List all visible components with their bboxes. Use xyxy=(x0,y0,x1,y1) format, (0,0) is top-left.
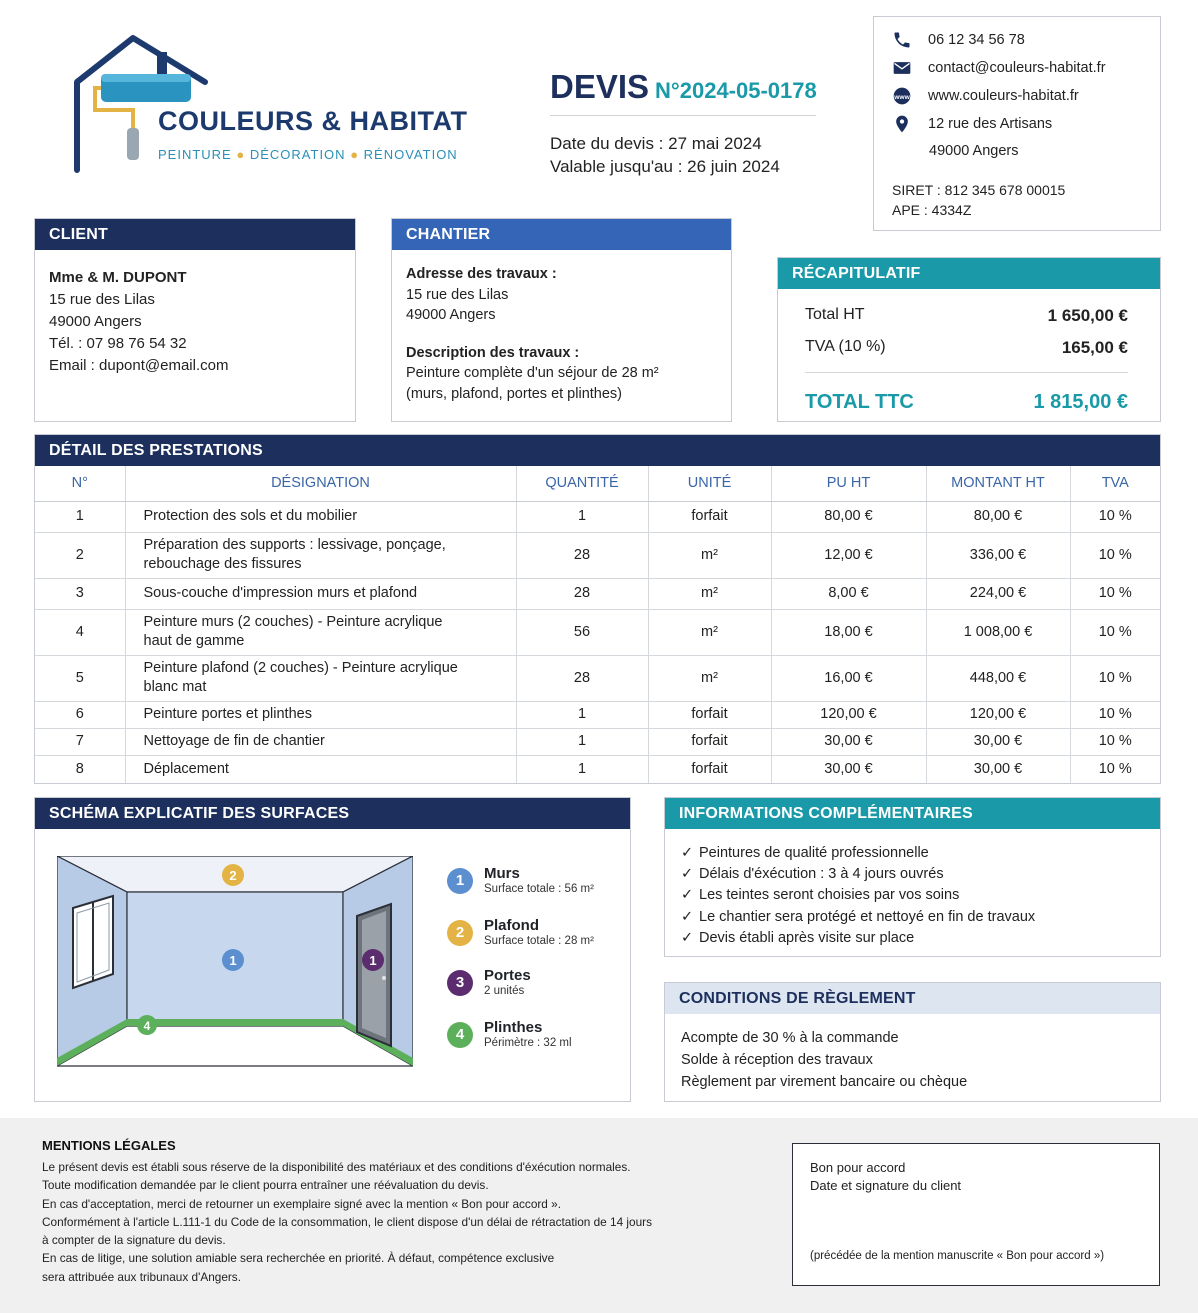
cell-quantity: 28 xyxy=(516,578,648,609)
chantier-panel xyxy=(391,218,732,422)
table-row xyxy=(35,532,1160,578)
quote-title xyxy=(550,68,817,106)
total-ht-label: Total HT xyxy=(805,306,865,323)
condition-line: Solde à réception des travaux xyxy=(681,1052,873,1068)
table-row xyxy=(35,501,1160,532)
cell-unit-price: 30,00 € xyxy=(771,728,926,755)
col-header: UNITÉ xyxy=(648,466,771,501)
cell-amount: 448,00 € xyxy=(926,655,1070,701)
cell-unit-price: 8,00 € xyxy=(771,578,926,609)
chantier-description-line: (murs, plafond, portes et plinthes) xyxy=(406,385,622,402)
cell-unit-price: 16,00 € xyxy=(771,655,926,701)
client-phone: Tél. : 07 98 76 54 32 xyxy=(49,335,187,352)
quote-dates xyxy=(550,132,780,178)
quote-number: N°2024-05-0178 xyxy=(655,78,817,103)
company-contact-box xyxy=(873,16,1161,231)
cell-tva: 10 % xyxy=(1070,655,1160,701)
company-siret: SIRET : 812 345 678 00015 xyxy=(892,182,1066,198)
cell-tva: 10 % xyxy=(1070,578,1160,609)
detail-panel xyxy=(34,434,1161,784)
svg-text:1: 1 xyxy=(369,953,377,968)
col-header: MONTANT HT xyxy=(926,466,1070,501)
cell-amount: 30,00 € xyxy=(926,728,1070,755)
cell-number: 6 xyxy=(35,701,125,728)
legend-badge: 1 xyxy=(447,868,473,894)
brand-name: COULEURS & HABITAT xyxy=(158,106,468,136)
cell-number: 8 xyxy=(35,755,125,783)
cell-quantity: 56 xyxy=(516,609,648,655)
cell-tva: 10 % xyxy=(1070,701,1160,728)
client-heading: CLIENT xyxy=(35,219,355,250)
cell-number: 3 xyxy=(35,578,125,609)
web-icon xyxy=(892,86,912,106)
detail-table xyxy=(35,466,1160,783)
cell-unit: m² xyxy=(648,532,771,578)
legal-text: Le présent devis est établi sous réserve de la disponibilité des matériaux et des conditions d'éxécution normales. Toute modification demandée par le client pourra entraîner une réévaluation du devis. En cas d'acceptation, merci de retourner un exemplaire signé avec la mention « Bon pour accord ». Conformément à l'article L.111-1 du Code de la consommation, le client dispose d'un délai de rétractation de 14 jours à compter de la signature du devis. En cas de litige, une solution amiable sera recherchée en priorité. À défaut, compétence exclusive sera attribuée aux tribunaux d'Angers. xyxy=(42,1160,652,1284)
cell-unit-price: 12,00 € xyxy=(771,532,926,578)
legend-title: Plinthes xyxy=(484,1019,543,1036)
cell-unit-price: 18,00 € xyxy=(771,609,926,655)
cell-tva: 10 % xyxy=(1098,760,1132,777)
company-address-street: 12 rue des Artisans xyxy=(928,116,1053,132)
cell-amount: 120,00 € xyxy=(926,701,1070,728)
client-name: Mme & M. DUPONT xyxy=(49,269,187,286)
recap-heading: RÉCAPITULATIF xyxy=(778,258,1160,289)
col-header: QUANTITÉ xyxy=(516,466,648,501)
list-item: ✓ Le chantier sera protégé et nettoyé en fin de travaux xyxy=(681,907,1144,928)
svg-text:www: www xyxy=(894,93,910,101)
cell-amount: 336,00 € xyxy=(926,532,1070,578)
cell-unit: m² xyxy=(648,578,771,609)
chantier-heading: CHANTIER xyxy=(392,219,731,250)
cell-number: 4 xyxy=(35,609,125,655)
legend-title: Portes xyxy=(484,967,531,984)
cell-number: 5 xyxy=(35,655,125,701)
footer xyxy=(0,1118,1198,1313)
cell-designation: Protection des sols et du mobilier xyxy=(125,501,516,532)
cell-unit: forfait xyxy=(648,501,771,532)
company-email: contact@couleurs-habitat.fr xyxy=(928,60,1106,76)
tva-value: 165,00 € xyxy=(1061,338,1128,357)
cell-tva: 10 % xyxy=(1070,609,1160,655)
check-icon: ✓ xyxy=(681,929,694,946)
cell-designation: Nettoyage de fin de chantier xyxy=(125,728,516,755)
chantier-city: 49000 Angers xyxy=(406,307,496,323)
legend-title: Murs xyxy=(484,865,520,882)
tva-label: TVA (10 %) xyxy=(805,338,886,355)
list-item: ✓ Les teintes seront choisies par vos soins xyxy=(681,885,1144,906)
cell-amount: 224,00 € xyxy=(926,578,1070,609)
list-item: ✓ Délais d'éxécution : 3 à 4 jours ouvrés xyxy=(681,864,1144,885)
check-icon: ✓ xyxy=(681,887,694,904)
chantier-street: 15 rue des Lilas xyxy=(406,286,509,303)
info-list xyxy=(665,829,1160,963)
cell-quantity: 1 xyxy=(516,728,648,755)
chantier-address-label: Adresse des travaux : xyxy=(406,266,557,282)
list-item: ✓ Peintures de qualité professionnelle xyxy=(681,843,1144,864)
cell-tva: 10 % xyxy=(1070,532,1160,578)
table-row xyxy=(35,701,1160,728)
cell-amount: 80,00 € xyxy=(926,501,1070,532)
cell-quantity: 28 xyxy=(516,532,648,578)
col-header: N° xyxy=(35,466,125,501)
signature-box[interactable] xyxy=(792,1143,1160,1286)
total-ttc-value: 1 815,00 € xyxy=(1033,391,1128,413)
legend-subtitle: Périmètre : 32 ml xyxy=(484,1037,572,1049)
cell-quantity: 1 xyxy=(516,755,648,783)
schema-panel xyxy=(34,797,631,1102)
cell-designation: Déplacement xyxy=(125,755,516,783)
quote-label: DEVIS xyxy=(550,68,650,105)
client-street: 15 rue des Lilas xyxy=(49,291,155,308)
company-ape: APE : 4334Z xyxy=(892,202,972,218)
client-panel xyxy=(34,218,356,422)
list-item: ✓ Devis établi après visite sur place xyxy=(681,928,1144,949)
legend-subtitle: Surface totale : 28 m² xyxy=(484,935,594,947)
check-icon: ✓ xyxy=(681,866,694,883)
divider xyxy=(550,115,816,116)
cell-unit-price: 30,00 € xyxy=(771,755,926,783)
legend-badge: 4 xyxy=(447,1022,473,1048)
info-panel xyxy=(664,797,1161,957)
chantier-description-line: Peinture complète d'un séjour de 28 m² xyxy=(406,365,659,381)
cell-unit-price: 120,00 € xyxy=(771,701,926,728)
check-icon: ✓ xyxy=(681,845,694,861)
col-header: DÉSIGNATION xyxy=(125,466,516,501)
signature-label: Bon pour accord xyxy=(810,1160,906,1175)
info-heading: INFORMATIONS COMPLÉMENTAIRES xyxy=(665,798,1160,829)
recap-panel xyxy=(777,257,1161,422)
legend-subtitle: 2 unités xyxy=(484,985,525,997)
brand-tagline: PEINTURE ● DÉCORATION ● RÉNOVATION xyxy=(158,147,458,162)
cell-designation: Préparation des supports : lessivage, ponçage, rebouchage des fissures xyxy=(125,532,516,578)
client-city: 49000 Angers xyxy=(49,313,142,330)
conditions-heading: CONDITIONS DE RÈGLEMENT xyxy=(665,983,1160,1014)
company-phone: 06 12 34 56 78 xyxy=(928,32,1025,48)
cell-unit: forfait xyxy=(648,701,771,728)
cell-amount: 30,00 € xyxy=(926,755,1070,783)
quote-validity: Valable jusqu'au : 26 juin 2024 xyxy=(550,157,780,176)
cell-number: 7 xyxy=(35,728,125,755)
legal-heading: MENTIONS LÉGALES xyxy=(42,1138,176,1153)
table-row xyxy=(35,609,1160,655)
cell-unit: m² xyxy=(648,655,771,701)
detail-heading: DÉTAIL DES PRESTATIONS xyxy=(35,435,1160,466)
cell-number: 2 xyxy=(35,532,125,578)
table-row xyxy=(35,728,1160,755)
total-ht-value: 1 650,00 € xyxy=(1047,306,1128,325)
chantier-description-label: Description des travaux : xyxy=(406,344,580,361)
cell-number: 1 xyxy=(35,501,125,532)
company-website: www.couleurs-habitat.fr xyxy=(928,88,1079,104)
signature-note: (précédée de la mention manuscrite « Bon pour accord ») xyxy=(810,1250,1105,1262)
cell-unit: m² xyxy=(648,609,771,655)
client-email: Email : dupont@email.com xyxy=(49,357,229,374)
check-icon: ✓ xyxy=(681,908,694,925)
cell-quantity: 1 xyxy=(516,701,648,728)
signature-date-label: Date et signature du client xyxy=(810,1178,962,1193)
mail-icon xyxy=(892,58,912,78)
cell-designation: Sous-couche d'impression murs et plafond xyxy=(125,578,516,609)
legend-badge: 3 xyxy=(447,970,473,996)
cell-tva: 10 % xyxy=(1070,501,1160,532)
divider xyxy=(805,372,1128,373)
cell-designation: Peinture portes et plinthes xyxy=(125,701,516,728)
cell-unit: forfait xyxy=(648,728,771,755)
legend-subtitle: Surface totale : 56 m² xyxy=(484,883,594,895)
svg-text:2: 2 xyxy=(229,868,237,883)
phone-icon xyxy=(892,30,912,50)
cell-unit-price: 80,00 € xyxy=(771,501,926,532)
cell-tva: 10 % xyxy=(1070,728,1160,755)
company-address-city: 49000 Angers xyxy=(929,143,1019,159)
table-header-row xyxy=(35,466,1160,501)
quote-date: Date du devis : 27 mai 2024 xyxy=(550,134,762,153)
total-ttc-label: TOTAL TTC xyxy=(805,391,914,413)
cell-unit: forfait xyxy=(648,755,771,783)
legend-badge: 2 xyxy=(447,920,473,946)
col-header: TVA xyxy=(1070,466,1160,501)
room-diagram xyxy=(57,856,413,1072)
cell-quantity: 1 xyxy=(516,501,648,532)
cell-quantity: 28 xyxy=(516,655,648,701)
cell-designation: Peinture plafond (2 couches) - Peinture acrylique blanc mat xyxy=(125,655,516,701)
payment-conditions-panel xyxy=(664,982,1161,1102)
table-row xyxy=(35,578,1160,609)
location-pin-icon xyxy=(892,114,912,134)
svg-text:1: 1 xyxy=(229,953,237,968)
col-header: PU HT xyxy=(771,466,926,501)
legend-title: Plafond xyxy=(484,917,539,934)
table-row xyxy=(35,755,1160,783)
table-row xyxy=(35,655,1160,701)
cell-amount: 1 008,00 € xyxy=(926,609,1070,655)
schema-heading: SCHÉMA EXPLICATIF DES SURFACES xyxy=(35,798,630,829)
condition-line: Règlement par virement bancaire ou chèque xyxy=(681,1074,968,1090)
condition-line: Acompte de 30 % à la commande xyxy=(681,1030,899,1046)
svg-text:4: 4 xyxy=(143,1019,151,1033)
cell-designation: Peinture murs (2 couches) - Peinture acrylique haut de gamme xyxy=(125,609,516,655)
